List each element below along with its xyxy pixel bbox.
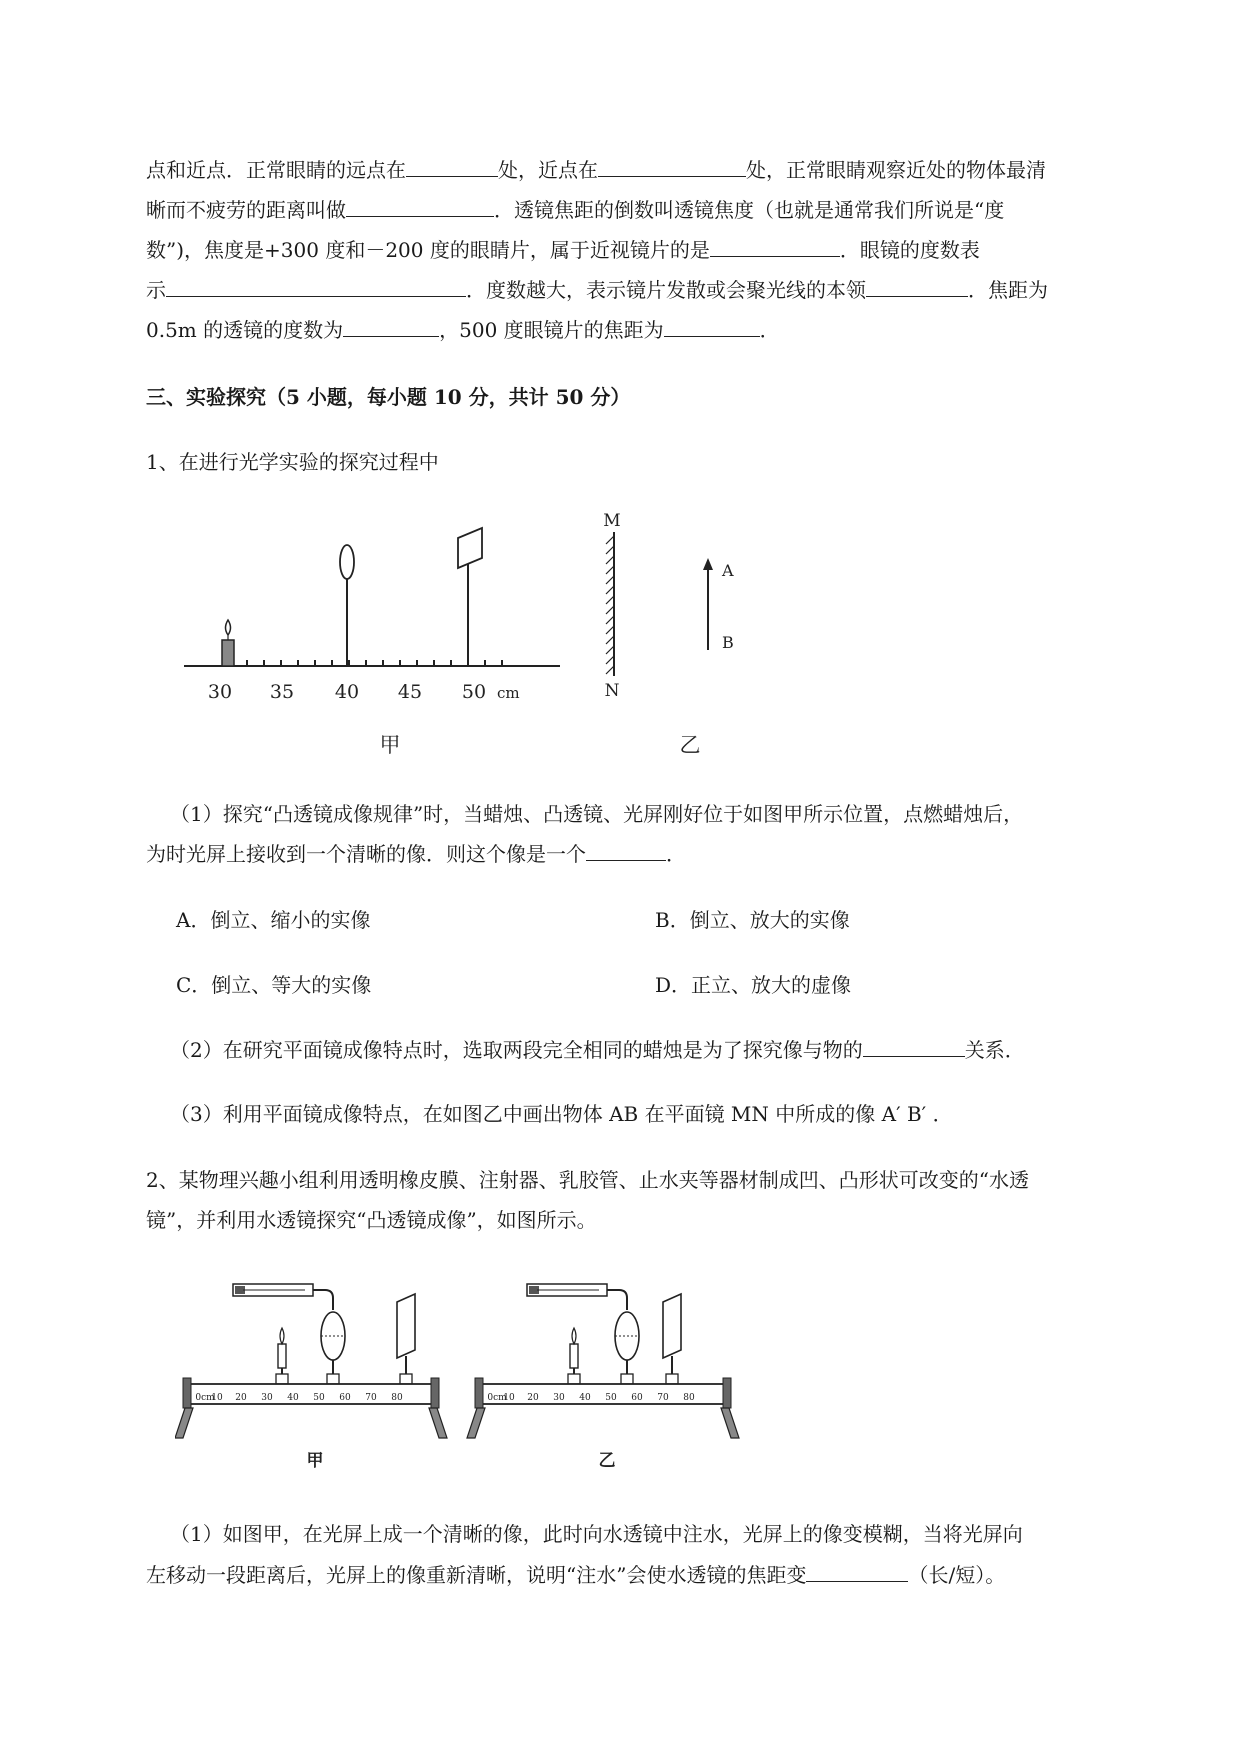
- answer-blank[interactable]: [343, 316, 439, 337]
- text: 处，近点在: [498, 158, 598, 182]
- mirror-label-m: M: [603, 511, 621, 531]
- intro-line-3: [146, 236, 980, 264]
- ruler-label: 70: [365, 1393, 377, 1403]
- text: ．眼镜的度数表: [839, 238, 980, 262]
- text: ．: [759, 318, 780, 342]
- answer-blank[interactable]: [166, 276, 466, 297]
- q1-title: 1、在进行光学实验的探究过程中: [146, 450, 439, 474]
- figure-caption: 甲: [379, 733, 401, 757]
- figure-caption: 乙: [679, 733, 701, 757]
- answer-blank[interactable]: [586, 840, 666, 861]
- text: 处，正常眼睛观察近处的物体最清: [746, 158, 1046, 182]
- mirror-label-n: N: [604, 681, 620, 701]
- tick-label: 40: [334, 681, 360, 703]
- text: 关系．: [964, 1038, 1025, 1062]
- text: 为时光屏上接收到一个清晰的像．则这个像是一个: [146, 842, 586, 866]
- q2-line1: 2、某物理兴趣小组利用透明橡皮膜、注射器、乳胶管、止水夹等器材制成凹、凸形状可改变的“水透: [146, 1168, 1029, 1192]
- section-heading: 三、实验探究（5 小题，每小题 10 分，共计 50 分）: [146, 385, 631, 409]
- answer-blank[interactable]: [664, 316, 760, 337]
- q1-part1-line2: [146, 840, 686, 868]
- text: ．: [666, 842, 686, 866]
- intro-line-2: [146, 196, 1004, 224]
- ruler-label: 40: [287, 1393, 299, 1403]
- water-lens-figure: [175, 1270, 815, 1470]
- q2-part1-line2: [146, 1561, 1005, 1589]
- unit-label: cm: [497, 684, 520, 702]
- tick-label: 45: [397, 681, 423, 703]
- text: 示: [146, 278, 166, 302]
- light-screen-icon: [458, 528, 482, 666]
- option-a[interactable]: A．倒立、缩小的实像: [176, 908, 371, 932]
- ruler-label: 40: [579, 1393, 591, 1403]
- convex-lens-icon: [340, 545, 354, 666]
- q1-part1-line1: （1）探究“凸透镜成像规律”时，当蜡烛、凸透镜、光屏刚好位于如图甲所示位置，点燃蜡烛后，: [170, 802, 1024, 826]
- q2-line2: 镜”，并利用水透镜探究“凸透镜成像”，如图所示。: [146, 1208, 597, 1232]
- intro-line-1: [146, 156, 1046, 184]
- text: ，500 度眼镜片的焦距为: [439, 318, 664, 342]
- option-b[interactable]: B．倒立、放大的实像: [655, 908, 850, 932]
- intro-line-4: [146, 276, 1048, 304]
- tick-label: 50: [461, 681, 487, 703]
- ruler-label: 60: [631, 1393, 643, 1403]
- text: 晰而不疲劳的距离叫做: [146, 198, 346, 222]
- water-lens-setup-a: [175, 1284, 447, 1470]
- candle-icon: [278, 1328, 286, 1380]
- syringe-icon: [233, 1284, 333, 1310]
- ruler-label: 50: [313, 1393, 325, 1403]
- ruler-label: 0cm: [195, 1393, 215, 1403]
- plane-mirror-figure: [590, 500, 770, 770]
- answer-blank[interactable]: [863, 1036, 965, 1057]
- ruler-label: 20: [235, 1393, 247, 1403]
- text: 0.5m 的透镜的度数为: [146, 318, 344, 342]
- point-b-label: B: [722, 633, 734, 652]
- answer-blank[interactable]: [866, 276, 968, 297]
- figure-caption: 甲: [306, 1451, 324, 1470]
- text: （2）在研究平面镜成像特点时，选取两段完全相同的蜡烛是为了探究像与物的: [170, 1038, 863, 1062]
- answer-blank[interactable]: [710, 236, 840, 257]
- option-d[interactable]: D．正立、放大的虚像: [655, 973, 852, 997]
- ruler-label: 80: [683, 1393, 695, 1403]
- water-lens-setup-b: [467, 1284, 739, 1470]
- figure-caption: 乙: [598, 1451, 616, 1470]
- q1-part2: [170, 1036, 1025, 1064]
- candle-icon: [222, 620, 234, 666]
- object-arrow-icon: [703, 558, 713, 650]
- ruler-label: 70: [657, 1393, 669, 1403]
- answer-blank[interactable]: [806, 1561, 908, 1582]
- intro-line-5: [146, 316, 780, 344]
- ruler-label: 30: [261, 1393, 273, 1403]
- light-screen-icon: [397, 1294, 415, 1380]
- syringe-icon: [527, 1284, 627, 1310]
- ruler-label: 80: [391, 1393, 403, 1403]
- answer-blank[interactable]: [406, 156, 498, 177]
- answer-blank[interactable]: [598, 156, 746, 177]
- text: ．透镜焦距的倒数叫透镜焦度（也就是通常我们所说是“度: [494, 198, 1005, 222]
- ruler-label: 60: [339, 1393, 351, 1403]
- candle-icon: [570, 1328, 578, 1380]
- answer-blank[interactable]: [346, 196, 494, 217]
- text: 数”)，焦度是+300 度和－200 度的眼睛片，属于近视镜片的是: [146, 238, 710, 262]
- text: （长/短）。: [908, 1563, 1006, 1587]
- ruler-label: 50: [605, 1393, 617, 1403]
- text: ．度数越大，表示镜片发散或会聚光线的本领: [466, 278, 866, 302]
- text: 点和近点．正常眼睛的远点在: [146, 158, 406, 182]
- text: 左移动一段距离后，光屏上的像重新清晰，说明“注水”会使水透镜的焦距变: [146, 1563, 807, 1587]
- tick-label: 35: [269, 681, 295, 703]
- q2-part1-line1: （1）如图甲，在光屏上成一个清晰的像，此时向水透镜中注水，光屏上的像变模糊，当将光屏向: [170, 1522, 1023, 1546]
- ruler-label: 20: [527, 1393, 539, 1403]
- ruler-label: 0cm: [487, 1393, 507, 1403]
- q1-part3: （3）利用平面镜成像特点，在如图乙中画出物体 AB 在平面镜 MN 中所成的像 A′ B′ ．: [170, 1102, 953, 1126]
- point-a-label: A: [722, 561, 734, 580]
- option-c[interactable]: C．倒立、等大的实像: [176, 973, 372, 997]
- tick-label: 30: [207, 681, 233, 703]
- text: ．焦距为: [968, 278, 1048, 302]
- mirror-hatching: [606, 536, 614, 674]
- optical-bench-figure: [170, 500, 620, 770]
- ruler-label: 10: [211, 1393, 223, 1403]
- ruler-label: 30: [553, 1393, 565, 1403]
- ruler-label: 10: [503, 1393, 515, 1403]
- light-screen-icon: [663, 1294, 681, 1380]
